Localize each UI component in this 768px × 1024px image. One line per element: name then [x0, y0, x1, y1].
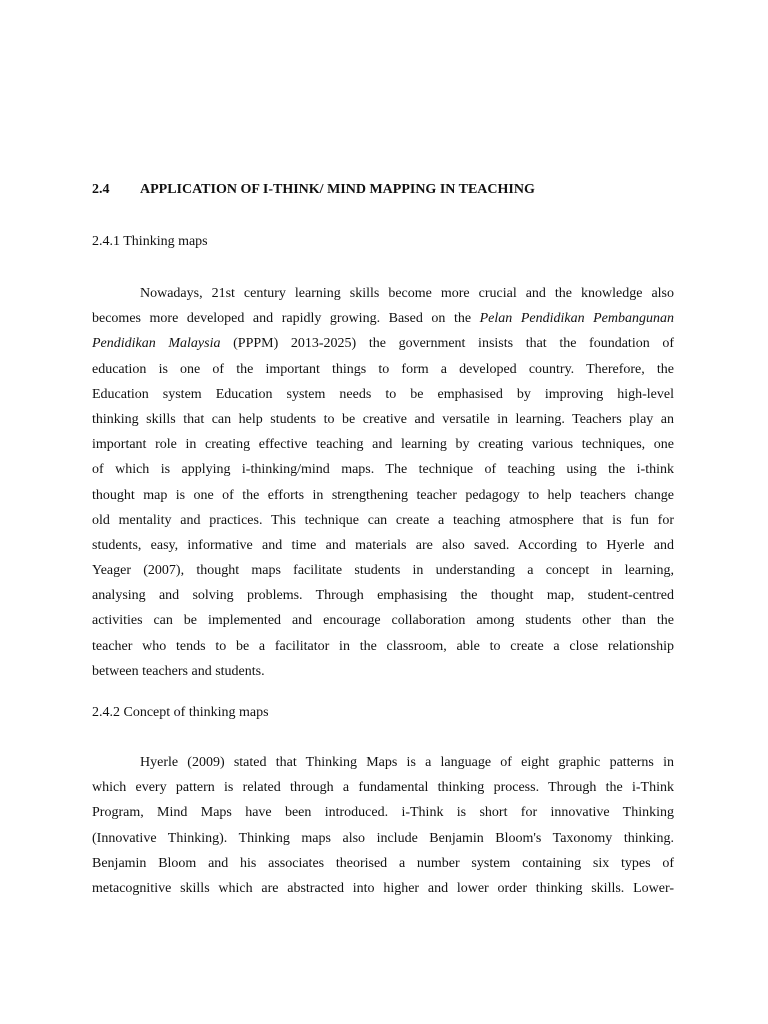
paragraph-line: Program, Mind Maps have been introduced. i-Think is short for innovative Thinking [92, 805, 674, 821]
paragraph-thinking-maps [92, 281, 674, 684]
italic-title: Pelan Pendidikan Pembangunan [479, 311, 675, 327]
paragraph-line: activities can be implemented and encourage collaboration among students other than the [92, 613, 674, 629]
paragraph-line: Hyerle (2009) stated that Thinking Maps is a language of eight graphic patterns in [140, 755, 674, 770]
paragraph-line: metacognitive skills which are abstracted into higher and lower order thinking skills. Lower- [92, 880, 674, 896]
subsection-heading-thinking-maps: 2.4.1 Thinking maps [92, 234, 208, 249]
paragraph-line: thinking skills that can help students to be creative and versatile in learning. Teachers play an [92, 411, 674, 427]
paragraph-line [92, 306, 674, 331]
paragraph-line: analysing and solving problems. Through emphasising the thought map, student-centred [92, 588, 674, 604]
paragraph-line: thought map is one of the efforts in strengthening teacher pedagogy to help teachers change [92, 487, 674, 503]
paragraph-line: between teachers and students. [92, 663, 265, 679]
paragraph-line: of which is applying i-thinking/mind maps. The technique of teaching using the i-think [92, 462, 674, 478]
subsection-heading-concept: 2.4.2 Concept of thinking maps [92, 705, 269, 720]
italic-title: Pendidikan Malaysia [92, 336, 221, 352]
paragraph-line: important role in creating effective teaching and learning by creating various techniques, one [92, 437, 674, 453]
paragraph-line: Nowadays, 21st century learning skills become more crucial and the knowledge also [140, 286, 674, 301]
paragraph-text: (PPPM) 2013-2025) the government insists that the foundation of [220, 336, 674, 352]
section-number: 2.4 [92, 182, 110, 197]
section-title: APPLICATION OF I-THINK/ MIND MAPPING IN TEACHING [140, 182, 535, 197]
paragraph-text: becomes more developed and rapidly growing. Based on the [92, 311, 480, 327]
paragraph-line: students, easy, informative and time and materials are also saved. According to Hyerle and [92, 537, 674, 553]
paragraph-line: which every pattern is related through a fundamental thinking process. Through the i-Think [92, 780, 674, 796]
paragraph-line: Yeager (2007), thought maps facilitate students in understanding a concept in learning, [92, 563, 674, 579]
paragraph-line: education is one of the important things to form a developed country. Therefore, the [92, 361, 674, 377]
paragraph-line: old mentality and practices. This technique can create a teaching atmosphere that is fun for [92, 512, 674, 528]
paragraph-line: Benjamin Bloom and his associates theorised a number system containing six types of [92, 855, 674, 871]
paragraph-line: teacher who tends to be a facilitator in the classroom, able to create a close relationship [92, 638, 674, 654]
paragraph-line: (Innovative Thinking). Thinking maps also include Benjamin Bloom's Taxonomy thinking. [92, 830, 674, 846]
paragraph-line: Education system Education system needs to be emphasised by improving high-level [92, 386, 674, 402]
section-heading [92, 182, 535, 198]
paragraph-concept [92, 750, 674, 901]
paragraph-line [92, 331, 674, 356]
